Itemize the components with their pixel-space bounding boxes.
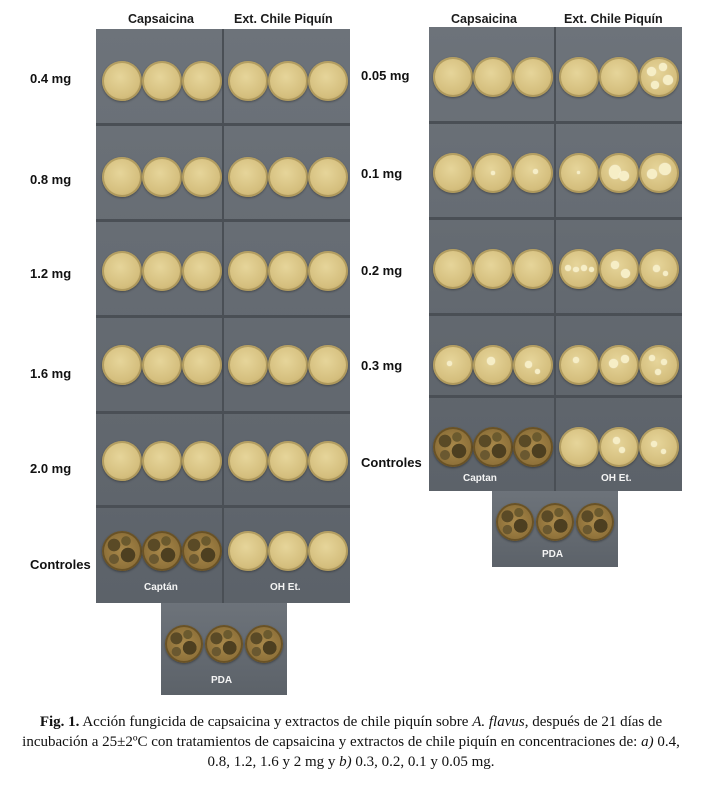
fig-a-plate <box>182 345 222 385</box>
fig-b-plate-colonies <box>639 153 679 193</box>
fig-b-plate-colonies <box>639 345 679 385</box>
fig-a-plate <box>308 61 348 101</box>
fig-b-plate-colonies <box>473 153 513 193</box>
fig-a-plate <box>228 441 268 481</box>
fig-a-plate <box>268 345 308 385</box>
fig-b-pda-label: PDA <box>542 549 564 560</box>
fig-a-captan-plate <box>102 531 142 571</box>
fig-b-plates-photo <box>429 27 682 491</box>
fig-a-ethanol-plate <box>228 531 268 571</box>
fig-b-pda-photo <box>492 491 618 567</box>
fig-a-plate <box>268 441 308 481</box>
fig-a-plate <box>308 251 348 291</box>
fig-a-row-label-0-8: 0.8 mg <box>30 172 72 187</box>
caption-text-1: Acción fungicida de capsaicina y extractos de chile piquín sobre <box>79 714 473 730</box>
caption-text-2: , después de 21 días de incubación a 25±2ºC con tratamientos de capsaicina y extractos de chile piquín en concentraciones de: <box>22 714 663 750</box>
fig-b-plate-colonies <box>513 153 553 193</box>
fig-b-plate <box>473 249 513 289</box>
fig-b-pda-plate <box>536 503 574 541</box>
fig-b-plate <box>599 57 639 97</box>
fig-a-plate <box>182 441 222 481</box>
fig-a-plate <box>228 61 268 101</box>
fig-b-plate <box>513 249 553 289</box>
fig-a-row-label-0-4: 0.4 mg <box>30 71 72 86</box>
fig-b-plate-colonies <box>639 57 679 97</box>
fig-b-row-label-controles: Controles <box>361 455 422 470</box>
fig-b-row-label-0-1: 0.1 mg <box>361 166 403 181</box>
fig-a-plate <box>182 251 222 291</box>
fig-b-captan-plate <box>433 427 473 467</box>
fig-a-pda-plate <box>165 625 203 663</box>
fig-b-captan-plate <box>513 427 553 467</box>
fig-a-ethanol-plate <box>268 531 308 571</box>
fig-b-plate <box>433 249 473 289</box>
fig-a-plate <box>268 251 308 291</box>
fig-b-header-capsaicina: Capsaicina <box>451 12 518 26</box>
fig-a-plate <box>182 157 222 197</box>
fig-b-plate-colonies <box>639 249 679 289</box>
fig-b-plate <box>433 57 473 97</box>
fig-b-plate <box>473 57 513 97</box>
fig-b-plate-colonies <box>559 153 599 193</box>
fig-b-row-label-0-05: 0.05 mg <box>361 68 410 83</box>
fig-b-plate-colonies <box>473 345 513 385</box>
fig-a-plate <box>308 157 348 197</box>
caption-species: A. flavus <box>472 714 525 730</box>
fig-b-ethanol-plate <box>599 427 639 467</box>
fig-a-header-chile-piquin: Ext. Chile Piquín <box>234 12 333 26</box>
fig-a-plate <box>182 61 222 101</box>
caption-a-values: 0.4, 0.8, 1.2, 1.6 y 2 mg y <box>207 734 680 770</box>
fig-a-plate <box>228 345 268 385</box>
fig-a-pda-plate <box>245 625 283 663</box>
fig-a-plate <box>142 345 182 385</box>
fig-b-pda-plate <box>496 503 534 541</box>
fig-b-plate-colonies <box>559 249 599 289</box>
fig-a-row-label-2-0: 2.0 mg <box>30 461 72 476</box>
fig-b-row-label-0-3: 0.3 mg <box>361 358 403 373</box>
fig-a-captan-label: Captán <box>144 582 178 593</box>
fig-b-captan-plate <box>473 427 513 467</box>
fig-b-pda-plate <box>576 503 614 541</box>
fig-b-plate-colonies <box>599 249 639 289</box>
fig-a-pda-photo <box>161 603 287 695</box>
caption-b-values: 0.3, 0.2, 0.1 y 0.05 mg. <box>351 754 495 770</box>
fig-a-plate <box>268 157 308 197</box>
fig-b-plate <box>559 57 599 97</box>
fig-a-plates-photo <box>96 29 350 603</box>
fig-b-ethanol-plate <box>559 427 599 467</box>
fig-a-pda-label: PDA <box>211 675 233 686</box>
fig-a-row-label-1-2: 1.2 mg <box>30 266 72 281</box>
fig-b-ethanol-label: OH Et. <box>601 473 632 484</box>
fig-a-plate <box>102 345 142 385</box>
fig-b-plate-colonies <box>513 345 553 385</box>
fig-b-row-label-0-2: 0.2 mg <box>361 263 403 278</box>
fig-b-captan-label: Captan <box>463 473 497 484</box>
fig-b-plate-colonies <box>433 345 473 385</box>
fig-a-row-label-controles: Controles <box>30 557 91 572</box>
fig-a-plate <box>268 61 308 101</box>
fig-a-plate <box>102 157 142 197</box>
fig-a-plate <box>142 251 182 291</box>
fig-b-ethanol-plate <box>639 427 679 467</box>
fig-a-plate <box>142 61 182 101</box>
fig-a-header-capsaicina: Capsaicina <box>128 12 195 26</box>
figure-caption <box>12 712 690 772</box>
fig-a-ethanol-plate <box>308 531 348 571</box>
fig-b-plate-colonies <box>559 345 599 385</box>
fig-a-plate <box>102 61 142 101</box>
fig-a-plate <box>308 441 348 481</box>
fig-a-plate <box>102 441 142 481</box>
caption-fig-label: Fig. 1. <box>39 714 80 730</box>
fig-a-plate <box>142 441 182 481</box>
fig-a-pda-plate <box>205 625 243 663</box>
fig-a-ethanol-label: OH Et. <box>270 582 301 593</box>
fig-b-plate <box>433 153 473 193</box>
fig-a-plate <box>308 345 348 385</box>
fig-b-header-chile-piquin: Ext. Chile Piquín <box>564 12 663 26</box>
caption-a-label: a) <box>641 734 654 750</box>
fig-a-plate <box>142 157 182 197</box>
fig-b-plate <box>513 57 553 97</box>
fig-b-plate-colonies <box>599 153 639 193</box>
fig-a-plate <box>228 157 268 197</box>
fig-a-captan-plate <box>182 531 222 571</box>
fig-b-plate-colonies <box>599 345 639 385</box>
fig-a-row-label-1-6: 1.6 mg <box>30 366 72 381</box>
fig-a-plate <box>102 251 142 291</box>
fig-a-plate <box>228 251 268 291</box>
caption-b-label: b) <box>339 754 352 770</box>
fig-a-captan-plate <box>142 531 182 571</box>
